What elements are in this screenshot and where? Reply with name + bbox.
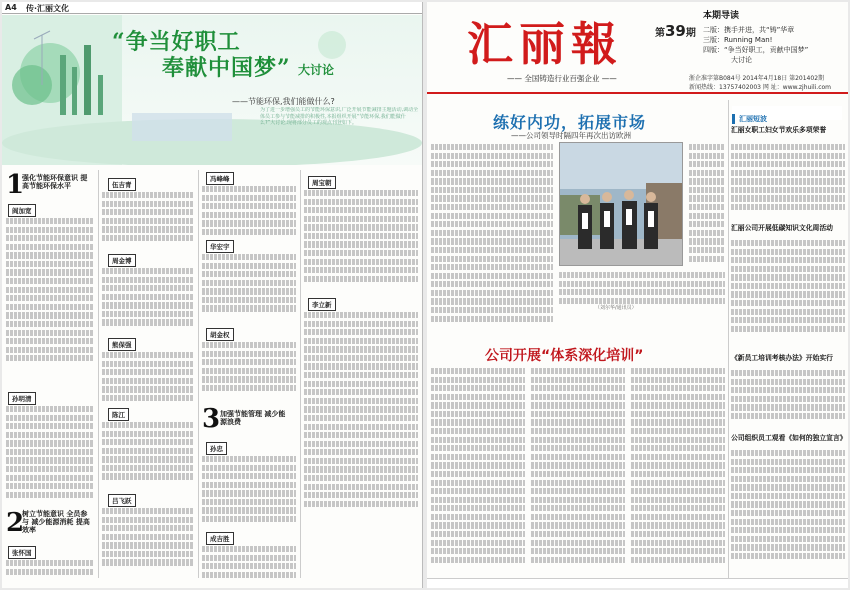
sidebar-divider (728, 100, 729, 578)
name-tag-sun-mingqing: 孙明清 (8, 392, 36, 405)
heading-1-number: 1 (6, 170, 25, 200)
heading-3-text: 加强节能管理 减少能源浪费 (220, 410, 286, 426)
sidebar-headline-1: 汇丽女职工妇女节欢乐多项荣誉 (731, 126, 827, 134)
lead-article-title: 练好内功，拓展市场 (493, 113, 647, 132)
banner-title-line2: 奉献中国梦” (162, 55, 291, 81)
right-newspaper-page (427, 2, 848, 588)
sidebar-article-2 (731, 240, 845, 344)
article-column-3a (202, 186, 296, 238)
highlight-item: 大讨论 (731, 56, 752, 64)
article-column-1b (6, 406, 94, 506)
name-tag-cheng-jisheng: 成吉胜 (206, 532, 234, 545)
heading-2-author: 张怀国 (8, 546, 36, 559)
photo-caption: （刘尔华/通讯员） (595, 305, 637, 311)
page-number: A4 (5, 3, 17, 12)
sidebar-headline-4: 公司组织员工观看《如何的独立宣言》 (731, 434, 847, 442)
section-name: 传·汇丽文化 (26, 4, 70, 13)
column-divider (198, 170, 199, 578)
highlight-item: 二版：携手并进，共“铸”华章 (703, 26, 795, 34)
column-divider (300, 170, 301, 578)
article-column-4a (304, 190, 418, 290)
section-article-title: 公司开展“体系深化培训” (485, 348, 644, 364)
name-tag-feng-fengfeng: 冯峰峰 (206, 172, 234, 185)
lead-article-column-2 (559, 272, 725, 304)
sidebar-article-1 (731, 144, 845, 218)
heading-2-text: 树立节能意识 全员参与 减少能源消耗 提高效率 (22, 510, 90, 534)
name-tag-zhou-jinbo: 周金博 (108, 254, 136, 267)
article-column-3c (202, 342, 296, 402)
article-column-3d (202, 456, 296, 530)
name-tag-hua-hongyu: 华宏宇 (206, 240, 234, 253)
sidebar-section-tag: 汇丽短波 (732, 106, 842, 120)
left-page-header (2, 2, 423, 14)
newspaper-logo: 汇丽報 (467, 17, 623, 71)
name-tag-xiong-baoqiang: 熊保强 (108, 338, 136, 351)
lead-article-column-1 (431, 144, 553, 334)
article-column-2e (102, 508, 194, 578)
banner-blurb: 为了进一步增强员工的节能环保意识,广泛开展节能减排主题活动,调动全体员工参与节能减排的积极性,本报组织开展“节能环保,我们能做什么?”大讨论,现将部分员工的观点刊登如下。 (260, 107, 419, 126)
banner-title-line3: 大讨论 (298, 63, 335, 77)
lead-article-photo (559, 142, 683, 266)
training-article-column-1 (431, 368, 525, 574)
banner-title-line1: “争当好职工 (112, 29, 241, 55)
group-photo (560, 143, 683, 266)
masthead-rule (427, 92, 848, 94)
sidebar-article-3 (731, 370, 845, 426)
sidebar-article-4 (731, 450, 845, 574)
masthead-meta-line2: 新闻热线：13757402003 网 址：www.zjhuili.com (689, 84, 832, 91)
article-column-2d (102, 422, 194, 492)
training-article-column-3 (631, 368, 725, 574)
name-tag-hu-jinquan: 胡金权 (206, 328, 234, 341)
article-column-4b (304, 312, 418, 522)
masthead-meta (689, 74, 845, 92)
highlights-title: 本期导读 (703, 11, 740, 21)
sidebar-headline-3: 《新员工培训考核办法》开始实行 (731, 354, 833, 362)
article-column-2b (102, 268, 194, 334)
column-divider (98, 170, 99, 578)
heading-2-number: 2 (6, 508, 25, 538)
article-column-2c (102, 352, 194, 408)
masthead-slogan: —— 全国铸造行业百强企业 —— (507, 74, 617, 83)
lead-article-subtitle: ——公司领导时隔四年再次出访欧洲 (511, 131, 631, 140)
heading-3-number: 3 (202, 404, 221, 434)
banner-subtitle: ——节能环保,我们能做什么? (232, 97, 335, 106)
discussion-banner (2, 15, 423, 165)
heading-1-author: 阎加宽 (8, 204, 36, 217)
article-column-2a (102, 192, 194, 248)
training-article-column-2 (531, 368, 625, 574)
issue-highlights (703, 8, 845, 65)
left-newspaper-page (2, 2, 423, 588)
name-tag-lv-feiyue: 吕飞跃 (108, 494, 136, 507)
name-tag-zhou-baochao: 周宝朝 (308, 176, 336, 189)
lead-article-column-3 (689, 144, 725, 270)
name-tag-wu-jiqing: 伍吉青 (108, 178, 136, 191)
heading-1-text: 强化节能环保意识 提高节能环保水平 (22, 174, 88, 190)
article-column-1a (6, 218, 94, 368)
highlight-item: 三版：Running Man! (703, 36, 773, 44)
article-column-3b (202, 254, 296, 324)
name-tag-chen-jiang: 陈江 (108, 408, 129, 421)
name-tag-li-lixin: 李立新 (308, 298, 336, 311)
page-footer (427, 578, 848, 588)
sidebar-headline-2: 汇丽公司开展低碳知识文化周活动 (731, 224, 833, 232)
masthead-meta-line1: 浙企准字第B084号 2014年4月18日 第201402期 (689, 75, 825, 82)
article-column-1c (6, 560, 94, 578)
issue-number: 第39期 (655, 22, 696, 40)
heading-3-author: 孙忠 (206, 442, 227, 455)
highlight-item: 四版：“争当好职工，贡献中国梦” (703, 46, 809, 54)
article-column-3e (202, 546, 296, 578)
